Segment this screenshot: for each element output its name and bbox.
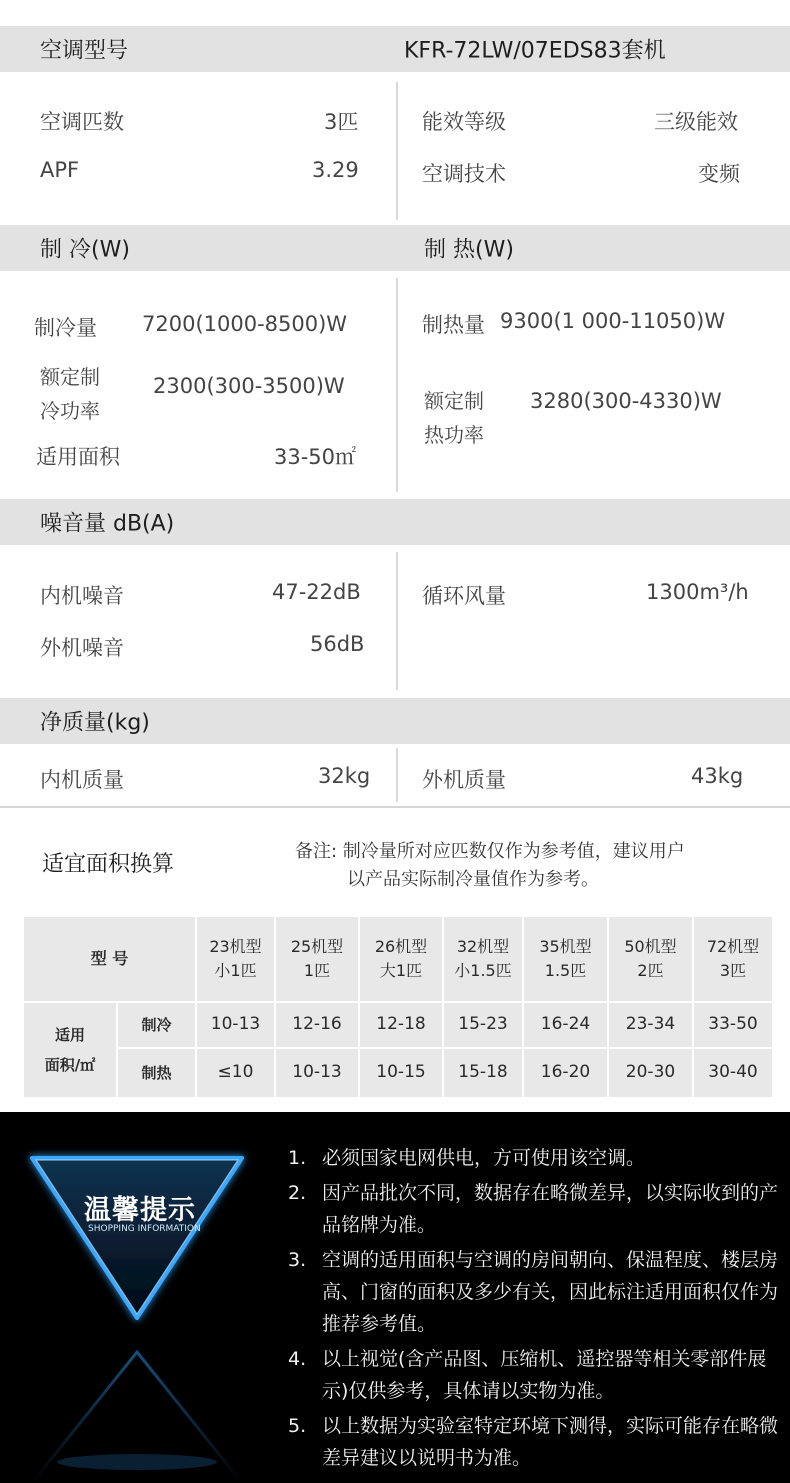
tip-num: 2.	[288, 1182, 307, 1204]
tip-item	[288, 1244, 780, 1340]
model-band	[0, 26, 790, 72]
tip-text: 以上数据为实验室特定环境下测得，实际可能存在略微差异建议以说明书为准。	[322, 1415, 779, 1469]
col-model: 26机型	[374, 937, 428, 956]
heat-power-label	[424, 384, 484, 452]
heat-row-label: 制热	[141, 1063, 172, 1082]
tech-value: 变频	[698, 162, 740, 186]
heat-capacity-value: 9300(1 000-11050)W	[500, 309, 726, 333]
heat-cell: ≤10	[217, 1062, 254, 1083]
conversion-table	[24, 917, 772, 1097]
airflow-value: 1300m³/h	[646, 580, 749, 604]
indoor-noise-label: 内机噪音	[40, 584, 124, 608]
outdoor-noise-label: 外机噪音	[40, 636, 124, 660]
heat-power-label-line1: 额定制	[424, 389, 484, 413]
col-hp: 小1.5匹	[454, 961, 512, 980]
outdoor-weight-label: 外机质量	[422, 768, 506, 792]
area-value: 33-50㎡	[274, 445, 357, 469]
col-header-5	[609, 917, 692, 1001]
tip-num: 1.	[288, 1147, 307, 1169]
noise-header: 噪音量 dB(A)	[40, 511, 175, 537]
heating-header: 制 热(W)	[424, 237, 514, 263]
tech-label: 空调技术	[422, 162, 506, 186]
type-header: 型 号	[90, 949, 129, 968]
cool-cell: 15-23	[458, 1014, 508, 1035]
outdoor-weight-value: 43kg	[691, 764, 744, 788]
badge-title: 温馨提示	[84, 1195, 196, 1226]
weight-bottom-rule	[0, 806, 790, 808]
tip-text: 必须国家电网供电，方可使用该空调。	[322, 1147, 646, 1169]
col-header-6	[694, 917, 772, 1001]
cool-cell: 16-24	[540, 1014, 591, 1035]
col-model: 23机型	[209, 937, 262, 956]
col-model: 32机型	[456, 937, 510, 956]
heat-cell: 16-20	[540, 1062, 591, 1083]
area-header	[24, 1003, 116, 1097]
col-model: 72机型	[706, 937, 760, 956]
noise-band	[0, 499, 790, 545]
weight-band	[0, 698, 790, 744]
cool-capacity-value: 7200(1000-8500)W	[142, 312, 348, 336]
energy-label: 能效等级	[422, 110, 506, 134]
col-model: 35机型	[539, 937, 592, 956]
col-header-2	[360, 917, 442, 1001]
area-label: 适用面积	[36, 445, 120, 469]
col-hp: 1.5匹	[544, 961, 587, 980]
weight-header: 净质量(kg)	[40, 710, 150, 736]
col-hp: 大1匹	[379, 961, 423, 980]
cool-heat-band	[0, 225, 790, 271]
col-hp: 1匹	[303, 961, 331, 980]
energy-value: 三级能效	[654, 110, 738, 134]
col-header-0	[197, 917, 274, 1001]
cool-power-value: 2300(300-3500)W	[153, 374, 345, 398]
col-hp: 2匹	[637, 961, 664, 980]
cool-cell: 10-13	[210, 1014, 261, 1035]
heat-cell: 20-30	[625, 1062, 676, 1083]
heat-capacity-label: 制热量	[422, 313, 485, 337]
cool-cell: 12-16	[292, 1014, 342, 1035]
tip-num: 3.	[288, 1249, 307, 1271]
col-header-4	[524, 917, 607, 1001]
cool-cell: 23-34	[625, 1014, 676, 1035]
cool-cell: 12-18	[376, 1014, 426, 1035]
heat-power-label-line2: 热功率	[424, 423, 484, 447]
tip-item	[288, 1343, 780, 1407]
badge-subtitle: SHOPPING INFORMATION	[88, 1224, 201, 1234]
apf-label: APF	[40, 158, 80, 182]
divider-weight	[396, 748, 398, 802]
cool-capacity-label: 制冷量	[34, 316, 97, 340]
airflow-label: 循环风量	[422, 584, 506, 608]
area-header-line2: 面积/㎡	[44, 1056, 96, 1074]
note-line2: 以产品实际制冷量值作为参考。	[347, 869, 599, 890]
heat-cell: 15-18	[458, 1062, 508, 1083]
col-header-3	[444, 917, 522, 1001]
area-section-note	[295, 838, 685, 894]
heat-cell: 10-15	[376, 1062, 426, 1083]
tip-item	[288, 1177, 780, 1241]
heat-cell: 30-40	[708, 1062, 758, 1083]
tips-list	[288, 1142, 780, 1477]
hp-label: 空调匹数	[40, 110, 124, 134]
col-model: 50机型	[624, 937, 677, 956]
tip-num: 4.	[288, 1348, 307, 1370]
tips-section	[0, 1112, 790, 1483]
tip-text: 空调的适用面积与空调的房间朝向、保温程度、楼层房高、门窗的面积及多少有关，因此标注适用面积仅作为推荐参考值。	[322, 1249, 779, 1335]
model-label: 空调型号	[40, 38, 129, 64]
divider-basic	[396, 82, 398, 220]
tip-num: 5.	[288, 1415, 307, 1437]
cool-power-label	[40, 360, 100, 428]
cool-power-label-line1: 额定制	[40, 365, 100, 389]
triangle-badge-icon	[0, 1112, 290, 1483]
col-model: 25机型	[290, 937, 344, 956]
outdoor-noise-value: 56dB	[310, 632, 365, 656]
indoor-weight-value: 32kg	[318, 764, 371, 788]
divider-noise	[396, 552, 398, 690]
heat-power-value: 3280(300-4330)W	[530, 389, 722, 413]
tip-text: 因产品批次不同，数据存在略微差异，以实际收到的产品铭牌为准。	[322, 1182, 779, 1236]
cool-power-label-line2: 冷功率	[40, 399, 100, 423]
heat-cell: 10-13	[292, 1062, 342, 1083]
cooling-header: 制 冷(W)	[40, 237, 130, 263]
hp-value: 3匹	[324, 110, 359, 134]
cool-cell: 33-50	[708, 1014, 758, 1035]
cool-row-label: 制冷	[141, 1015, 172, 1034]
tip-text: 以上视觉(含产品图、压缩机、遥控器等相关零部件展示)仅供参考，具体请以实物为准。	[322, 1348, 767, 1402]
note-line1: 备注: 制冷量所对应匹数仅作为参考值，建议用户	[295, 841, 685, 862]
col-hp: 小1匹	[214, 961, 257, 980]
indoor-noise-value: 47-22dB	[272, 580, 361, 604]
tip-item	[288, 1142, 780, 1174]
area-section-title: 适宜面积换算	[42, 852, 175, 877]
indoor-weight-label: 内机质量	[40, 768, 124, 792]
col-header-1	[276, 917, 358, 1001]
area-header-line1: 适用	[54, 1026, 85, 1044]
model-value: KFR-72LW/07EDS83套机	[404, 38, 666, 64]
col-hp: 3匹	[719, 961, 747, 980]
tip-item	[288, 1410, 780, 1474]
apf-value: 3.29	[312, 158, 359, 182]
divider-cool-heat	[396, 278, 398, 492]
